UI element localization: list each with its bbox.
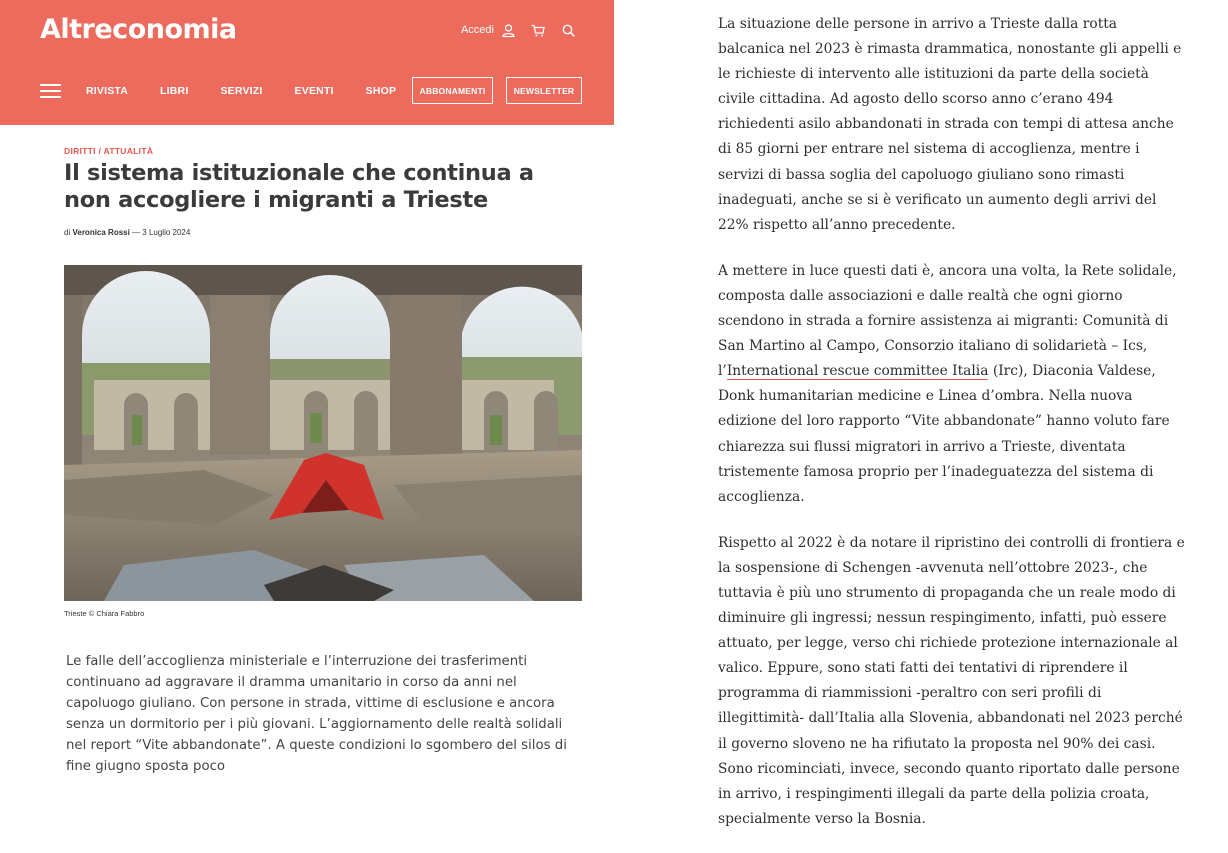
nav-item-shop[interactable]: SHOP — [365, 84, 397, 97]
nav-item-servizi[interactable]: SERVIZI — [220, 84, 263, 97]
nav-item-rivista[interactable]: RIVISTA — [86, 84, 129, 97]
article-date: — 3 Luglio 2024 — [132, 228, 191, 237]
search-icon[interactable] — [560, 22, 576, 38]
main-navigation — [40, 77, 582, 104]
body-text: A mettere in luce questi dati è, ancora una volta, la Rete solidale, composta dalle associazioni e dalle realtà che ogni giorno scendono in strada a fornire assistenza ai migranti: Comunità di San Martino al Campo, Consorzio italiano di solidarietà – Ics, l’ — [718, 262, 1177, 380]
body-paragraph: Rispetto al 2022 è da notare il ripristino dei controlli di frontiera e la sospensione di Schengen -avvenuta nell’ottobre 2023-, che tuttavia è più uno strumento di propaganda che un reale modo di diminuire gli ingressi; nessun respingimento, infatti, può essere attuato, per legge, verso chi richiede protezione internazionale al valico. Eppure, sono stati fatti dei tentativi di riprendere il programma di riammissioni -peraltro con seri profili di illegittimità- dall’Italia alla Slovenia, abbandonati nel 2023 perché il governo sloveno ne ha rifiutato la proposta nel 90% dei casi. Sono ricominciati, invece, secondo quanto riportato dalle persone in arrivo, i respingimenti illegali da parte della polizia croata, specialmente verso la Bosnia. — [718, 534, 1185, 827]
user-icon — [500, 22, 516, 38]
article-lead: Le falle dell’accoglienza ministeriale e l’interruzione dei trasferimenti continuano ad aggravare il dramma umanitario in corso da anni nel capoluogo giuliano. Con persone in strada, vittime di esclusione e ancora senza un dormitorio per i più giovani. L’aggiornamento delle realtà solidali nel report “Vite abbandonate”. A queste condizioni lo sgombero del silos di fine giugno sposta poco — [66, 654, 567, 774]
article-body — [718, 12, 1188, 853]
body-paragraph: La situazione delle persone in arrivo a Trieste dalla rotta balcanica nel 2023 è rimasta drammatica, nonostante gli appelli e le richieste di intervento alle istituzioni da parte della società civile cittadina. Ad agosto dello scorso anno c’erano 494 richiedenti asilo abbandonati in strada con tempi di attesa anche di 85 giorni per entrare nel sistema di accoglienza, mentre i servizi di bassa soglia del capoluogo giuliano sono rimasti inadeguati, anche se si è verificato un aumento degli arrivi del 22% rispetto all’anno precedente. — [718, 16, 1182, 233]
nav-item-eventi[interactable]: EVENTI — [294, 84, 334, 97]
body-paragraph — [718, 259, 1188, 510]
article-photo — [64, 265, 582, 601]
article-category[interactable]: DIRITTI / ATTUALITÀ — [64, 146, 154, 156]
irc-link[interactable]: International rescue committee Italia — [726, 363, 989, 380]
menu-icon[interactable] — [40, 84, 61, 98]
site-logo[interactable]: Altreconomia — [40, 14, 237, 45]
author-link[interactable]: Veronica Rossi — [72, 228, 130, 237]
article-byline — [64, 228, 190, 237]
newsletter-button[interactable]: NEWSLETTER — [506, 77, 582, 104]
login-link[interactable] — [461, 22, 516, 38]
body-text: (Irc), Diaconia Valdese, Donk humanitarian medicine e Linea d’ombra. Nella nuova edizione del loro rapporto “Vite abbandonate” hanno voluto fare chiarezza sui flussi migratori in arrivo a Trieste, diventata tristemente famosa proprio per l’inadeguatezza del sistema di accoglienza. — [718, 363, 1170, 505]
article-title: Il sistema istituzionale che continua a non accogliere i migranti a Trieste — [64, 160, 534, 213]
site-header — [0, 0, 614, 125]
left-page-column — [0, 0, 614, 780]
login-label: Accedi — [460, 24, 494, 36]
subscriptions-button[interactable]: ABBONAMENTI — [412, 77, 493, 104]
photo-caption: Trieste © Chiara Fabbro — [64, 609, 145, 618]
header-utilities — [461, 22, 576, 38]
cart-icon[interactable] — [530, 22, 546, 38]
nav-item-libri[interactable]: LIBRI — [160, 84, 189, 97]
byline-prefix: di — [64, 228, 71, 237]
